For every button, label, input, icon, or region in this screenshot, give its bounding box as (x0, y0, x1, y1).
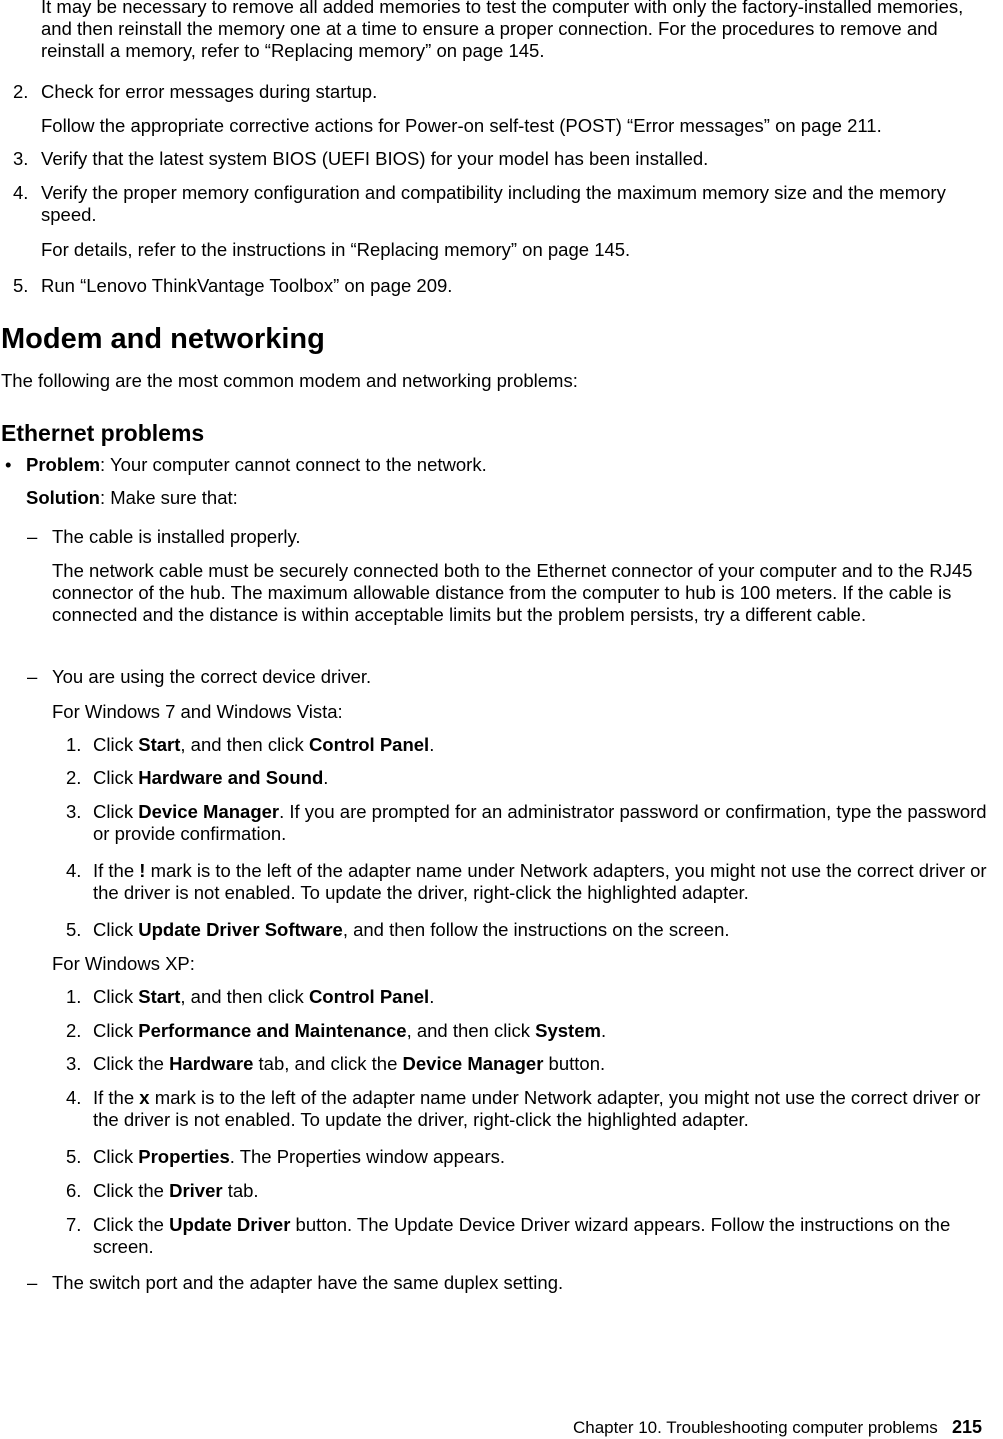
check-item-duplex: The switch port and the adapter have the same duplex setting. (52, 1272, 564, 1293)
bullet: • (5, 454, 12, 475)
step-number: 4. (66, 860, 82, 881)
dash: – (27, 526, 38, 547)
step-text: Run “Lenovo ThinkVantage Toolbox” on page 209. (41, 275, 453, 296)
step-number: 7. (66, 1214, 82, 1235)
step-number: 1. (66, 734, 82, 755)
dash: – (27, 1272, 38, 1293)
step-number: 4. (13, 182, 29, 203)
step-number: 5. (13, 275, 29, 296)
windows7-heading: For Windows 7 and Windows Vista: (52, 701, 343, 722)
win7-step: Click Device Manager. If you are prompted for an administrator password or confirmation, type the password or provide confirmation. (93, 801, 987, 844)
step-text: Verify the proper memory configuration and compatibility including the maximum memory size and the memory speed. (41, 182, 946, 225)
problem-text: : Your computer cannot connect to the network. (100, 454, 487, 475)
step-number: 4. (66, 1087, 82, 1108)
check-item-driver: You are using the correct device driver. (52, 666, 372, 687)
xp-step: Click Performance and Maintenance, and then click System. (93, 1020, 607, 1041)
step-number: 6. (66, 1180, 82, 1201)
check-item-cable-detail: The network cable must be securely connected both to the Ethernet connector of your computer and to the RJ45 connector of the hub. The maximum allowable distance from the computer to hub is 100 meters. If the cable is connected and the distance is within acceptable limits but the problem persists, try a different cable. (52, 560, 973, 625)
xp-step: Click the Driver tab. (93, 1180, 259, 1201)
footer-chapter: Chapter 10. Troubleshooting computer problems (573, 1418, 938, 1437)
step-text: Verify that the latest system BIOS (UEFI BIOS) for your model has been installed. (41, 148, 709, 169)
section-title: Modem and networking (1, 323, 325, 355)
step-number: 2. (66, 1020, 82, 1041)
xp-step: Click Start, and then click Control Panel. (93, 986, 435, 1007)
problem-line (26, 454, 986, 476)
solution-text: : Make sure that: (99, 487, 238, 508)
dash: – (27, 666, 38, 687)
subsection-title: Ethernet problems (1, 420, 205, 446)
xp-step: If the x mark is to the left of the adapter name under Network adapter, you might not use the correct driver or the driver is not enabled. To update the driver, right-click the highlighted adapter. (93, 1087, 981, 1130)
step-note: Follow the appropriate corrective actions for Power-on self-test (POST) “Error messages” on page 211. (41, 115, 882, 136)
step-number: 2. (66, 767, 82, 788)
xp-step: Click the Hardware tab, and click the Device Manager button. (93, 1053, 606, 1074)
problem-label: Problem (26, 454, 101, 475)
windowsxp-heading: For Windows XP: (52, 953, 195, 974)
step-number: 5. (66, 1146, 82, 1167)
step-number: 5. (66, 919, 82, 940)
win7-step: If the ! mark is to the left of the adapter name under Network adapters, you might not use the correct driver or the driver is not enabled. To update the driver, right-click the highlighted adapter. (93, 860, 987, 903)
section-intro: The following are the most common modem and networking problems: (1, 370, 578, 391)
step-note: For details, refer to the instructions in “Replacing memory” on page 145. (41, 239, 631, 260)
solution-line (26, 487, 986, 509)
win7-step: Click Start, and then click Control Panel. (93, 734, 435, 755)
xp-step: Click the Update Driver button. The Update Device Driver wizard appears. Follow the instructions on the screen. (93, 1214, 951, 1257)
step-number: 3. (66, 801, 82, 822)
step-text: Check for error messages during startup. (41, 81, 378, 102)
xp-step: Click Properties. The Properties window appears. (93, 1146, 506, 1167)
page-number: 215 (952, 1417, 983, 1437)
step-number: 3. (13, 148, 29, 169)
win7-step: Click Hardware and Sound. (93, 767, 329, 788)
step-number: 1. (66, 986, 82, 1007)
check-item-cable: The cable is installed properly. (52, 526, 301, 547)
step-number: 2. (13, 81, 29, 102)
solution-label: Solution (26, 487, 100, 508)
step-number: 3. (66, 1053, 82, 1074)
continuation-paragraph: It may be necessary to remove all added memories to test the computer with only the factory-installed memories, and then reinstall the memory one at a time to ensure a proper connection. For the procedures to remove and reinstall a memory, refer to “Replacing memory” on page 145. (41, 0, 964, 61)
win7-step: Click Update Driver Software, and then follow the instructions on the screen. (93, 919, 730, 940)
